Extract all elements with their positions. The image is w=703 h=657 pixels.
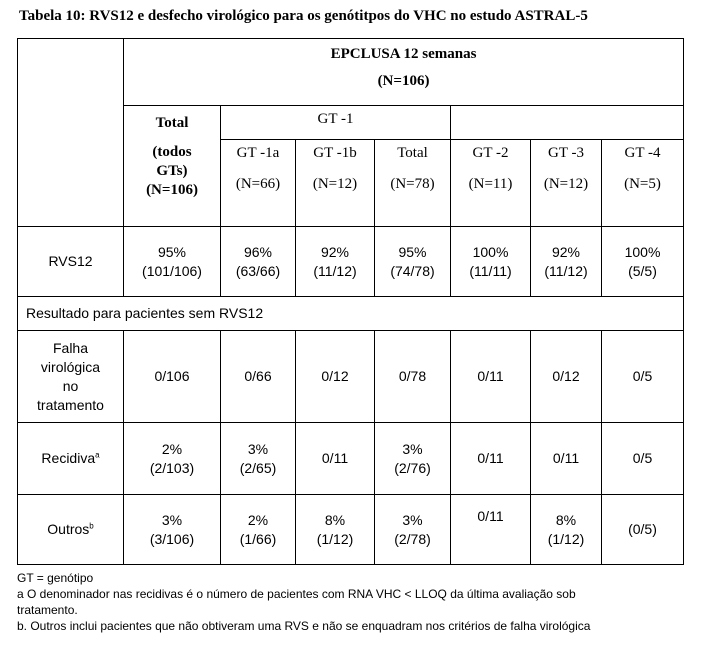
gt1-group-header: GT -1 xyxy=(221,106,451,140)
col-header-gt2: GT -2 (N=11) xyxy=(451,140,531,227)
footnote-a-line2: tratamento. xyxy=(17,603,78,617)
recidiva-cell-gt4: 0/5 xyxy=(602,423,684,495)
table-row xyxy=(18,495,684,565)
footnote-b: b. Outros inclui pacientes que não obtiveram uma RVS e não se enquadram nos critérios de falha virológica xyxy=(17,619,591,633)
outros-cell-total: 3% (3/106) xyxy=(124,495,221,565)
footnote-gt: GT = genótipo xyxy=(17,571,94,585)
rvs12-cell-gt1-total: 95% (74/78) xyxy=(375,227,451,297)
recidiva-cell-total: 2% (2/103) xyxy=(124,423,221,495)
recidiva-cell-gt1b: 0/11 xyxy=(296,423,375,495)
falha-cell-gt3: 0/12 xyxy=(531,331,602,423)
total-header-label: Total xyxy=(155,115,189,131)
table-row xyxy=(18,423,684,495)
table-title: Tabela 10: RVS12 e desfecho virológico para os genótitpos do VHC no estudo ASTRAL-5 xyxy=(19,8,588,24)
footnote-marker-b: b xyxy=(89,521,94,531)
footnote-marker-a: a xyxy=(95,450,100,460)
outros-cell-gt1b: 8% (1/12) xyxy=(296,495,375,565)
epclusa-n: (N=106) xyxy=(377,73,430,89)
col-header-gt4: GT -4 (N=5) xyxy=(602,140,684,227)
epclusa-title: EPCLUSA 12 semanas xyxy=(330,46,477,62)
col-header-gt1b: GT -1b (N=12) xyxy=(296,140,375,227)
falha-cell-gt1b: 0/12 xyxy=(296,331,375,423)
outros-cell-gt2: 0/11 xyxy=(451,495,531,565)
col-header-gt1-total: Total (N=78) xyxy=(375,140,451,227)
falha-cell-gt1a: 0/66 xyxy=(221,331,296,423)
falha-cell-gt1-total: 0/78 xyxy=(375,331,451,423)
col-header-gt3: GT -3 (N=12) xyxy=(531,140,602,227)
recidiva-cell-gt2: 0/11 xyxy=(451,423,531,495)
epclusa-header xyxy=(124,39,684,106)
outros-cell-gt3: 8% (1/12) xyxy=(531,495,602,565)
falha-cell-gt2: 0/11 xyxy=(451,331,531,423)
results-table xyxy=(17,38,684,565)
col-header-gt1a: GT -1a (N=66) xyxy=(221,140,296,227)
total-header-sub1: (todos xyxy=(152,144,192,160)
table-row xyxy=(18,297,684,331)
falha-cell-gt4: 0/5 xyxy=(602,331,684,423)
row-label-falha: Falha virológica no tratamento xyxy=(18,331,124,423)
row-label-outros: Outros$^b$ xyxy=(18,495,124,565)
rvs12-cell-gt2: 100% (11/11) xyxy=(451,227,531,297)
footnote-a-line1: a O denominador nas recidivas é o número de pacientes com RNA VHC < LLOQ da última avaliação sob xyxy=(17,587,576,601)
rvs12-cell-gt3: 92% (11/12) xyxy=(531,227,602,297)
gt-other-group-header xyxy=(451,106,684,140)
table-row xyxy=(18,331,684,423)
total-all-gts-header xyxy=(124,106,221,227)
recidiva-cell-gt1a: 3% (2/65) xyxy=(221,423,296,495)
outros-cell-gt4: (0/5) xyxy=(602,495,684,565)
footnotes xyxy=(17,570,703,634)
row-label-rvs12: RVS12 xyxy=(18,227,124,297)
recidiva-cell-gt1-total: 3% (2/76) xyxy=(375,423,451,495)
row-label-recidiva: Recidiva$^a$ xyxy=(18,423,124,495)
rvs12-cell-gt1a: 96% (63/66) xyxy=(221,227,296,297)
outros-cell-gt1a: 2% (1/66) xyxy=(221,495,296,565)
rvs12-cell-total: 95% (101/106) xyxy=(124,227,221,297)
table-row xyxy=(18,227,684,297)
section-no-rvs12: Resultado para pacientes sem RVS12 xyxy=(18,297,684,331)
falha-cell-total: 0/106 xyxy=(124,331,221,423)
header-corner-cell xyxy=(18,39,124,227)
rvs12-cell-gt4: 100% (5/5) xyxy=(602,227,684,297)
recidiva-cell-gt3: 0/11 xyxy=(531,423,602,495)
rvs12-cell-gt1b: 92% (11/12) xyxy=(296,227,375,297)
total-header-sub2: GTs) xyxy=(156,163,188,179)
outros-cell-gt1-total: 3% (2/78) xyxy=(375,495,451,565)
total-header-n: (N=106) xyxy=(146,182,198,198)
